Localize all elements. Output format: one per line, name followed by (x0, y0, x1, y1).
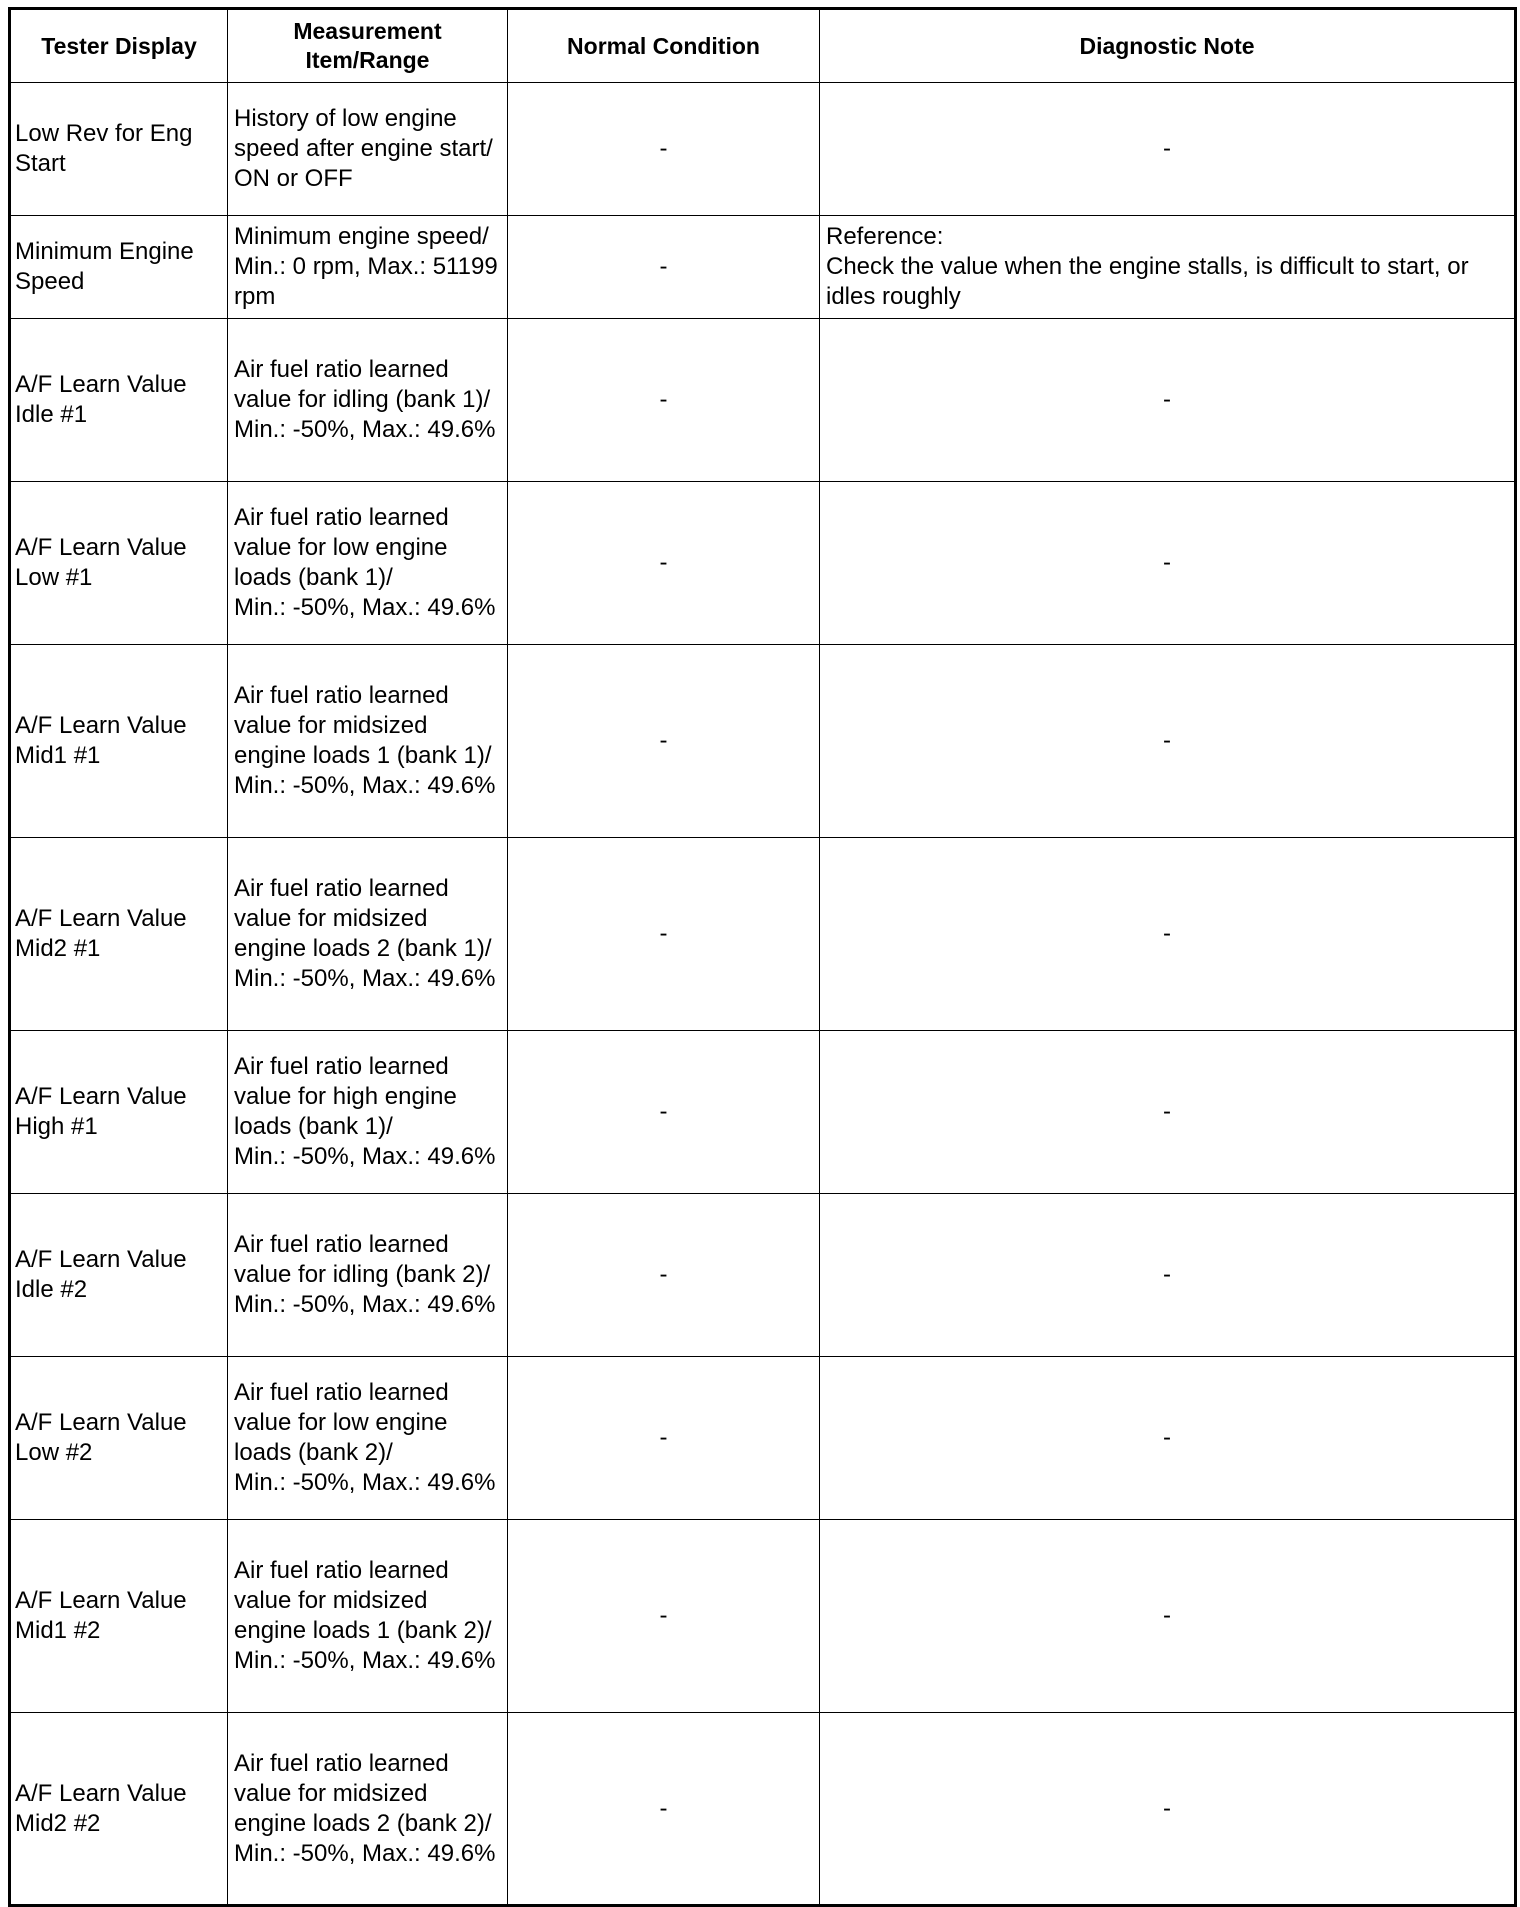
cell-measurement: Air fuel ratio learned value for midsized engine loads 2 (bank 2)/ Min.: -50%, Max.: 49.6% (228, 1713, 508, 1906)
table-row (10, 1713, 1516, 1906)
cell-diagnostic-note: - (820, 645, 1516, 838)
cell-diagnostic-note: - (820, 83, 1516, 216)
cell-tester-display: A/F Learn Value Idle #1 (10, 319, 228, 482)
cell-normal-condition: - (508, 216, 820, 319)
cell-tester-display: A/F Learn Value Mid2 #2 (10, 1713, 228, 1906)
table-row (10, 482, 1516, 645)
cell-tester-display: A/F Learn Value Idle #2 (10, 1194, 228, 1357)
cell-tester-display: A/F Learn Value Mid1 #1 (10, 645, 228, 838)
cell-measurement: Air fuel ratio learned value for high engine loads (bank 1)/ Min.: -50%, Max.: 49.6% (228, 1031, 508, 1194)
table-row (10, 1357, 1516, 1520)
cell-normal-condition: - (508, 645, 820, 838)
table-row (10, 216, 1516, 319)
cell-normal-condition: - (508, 1713, 820, 1906)
cell-measurement: Air fuel ratio learned value for idling (bank 2)/ Min.: -50%, Max.: 49.6% (228, 1194, 508, 1357)
header-measurement-item-range: Measurement Item/Range (228, 9, 508, 83)
table-row (10, 1194, 1516, 1357)
header-diagnostic-note: Diagnostic Note (820, 9, 1516, 83)
cell-normal-condition: - (508, 1031, 820, 1194)
cell-measurement: Air fuel ratio learned value for low engine loads (bank 1)/ Min.: -50%, Max.: 49.6% (228, 482, 508, 645)
cell-normal-condition: - (508, 1520, 820, 1713)
header-normal-condition: Normal Condition (508, 9, 820, 83)
cell-diagnostic-note: - (820, 319, 1516, 482)
cell-tester-display: Minimum Engine Speed (10, 216, 228, 319)
cell-diagnostic-note: - (820, 1357, 1516, 1520)
cell-normal-condition: - (508, 838, 820, 1031)
table-header-row (10, 9, 1516, 83)
cell-diagnostic-note: - (820, 838, 1516, 1031)
table-row (10, 1520, 1516, 1713)
cell-tester-display: A/F Learn Value Low #1 (10, 482, 228, 645)
cell-diagnostic-note: - (820, 1194, 1516, 1357)
table-row (10, 838, 1516, 1031)
cell-tester-display: A/F Learn Value Low #2 (10, 1357, 228, 1520)
cell-diagnostic-note: Reference: Check the value when the engine stalls, is difficult to start, or idles roughly (820, 216, 1516, 319)
cell-diagnostic-note: - (820, 1520, 1516, 1713)
cell-normal-condition: - (508, 1357, 820, 1520)
cell-measurement: Air fuel ratio learned value for midsized engine loads 2 (bank 1)/ Min.: -50%, Max.: 49.6% (228, 838, 508, 1031)
cell-measurement: Air fuel ratio learned value for idling (bank 1)/ Min.: -50%, Max.: 49.6% (228, 319, 508, 482)
table-row (10, 1031, 1516, 1194)
cell-measurement: Minimum engine speed/ Min.: 0 rpm, Max.: 51199 rpm (228, 216, 508, 319)
cell-normal-condition: - (508, 319, 820, 482)
cell-normal-condition: - (508, 1194, 820, 1357)
header-tester-display: Tester Display (10, 9, 228, 83)
cell-measurement: History of low engine speed after engine start/ ON or OFF (228, 83, 508, 216)
cell-measurement: Air fuel ratio learned value for low engine loads (bank 2)/ Min.: -50%, Max.: 49.6% (228, 1357, 508, 1520)
cell-measurement: Air fuel ratio learned value for midsized engine loads 1 (bank 2)/ Min.: -50%, Max.: 49.6% (228, 1520, 508, 1713)
cell-tester-display: A/F Learn Value Mid1 #2 (10, 1520, 228, 1713)
cell-tester-display: A/F Learn Value High #1 (10, 1031, 228, 1194)
cell-tester-display: A/F Learn Value Mid2 #1 (10, 838, 228, 1031)
cell-tester-display: Low Rev for Eng Start (10, 83, 228, 216)
cell-measurement: Air fuel ratio learned value for midsized engine loads 1 (bank 1)/ Min.: -50%, Max.: 49.6% (228, 645, 508, 838)
data-monitor-table (8, 7, 1517, 1907)
cell-normal-condition: - (508, 482, 820, 645)
cell-diagnostic-note: - (820, 1031, 1516, 1194)
table-row (10, 319, 1516, 482)
table-row (10, 645, 1516, 838)
table-row (10, 83, 1516, 216)
cell-diagnostic-note: - (820, 1713, 1516, 1906)
cell-normal-condition: - (508, 83, 820, 216)
cell-diagnostic-note: - (820, 482, 1516, 645)
